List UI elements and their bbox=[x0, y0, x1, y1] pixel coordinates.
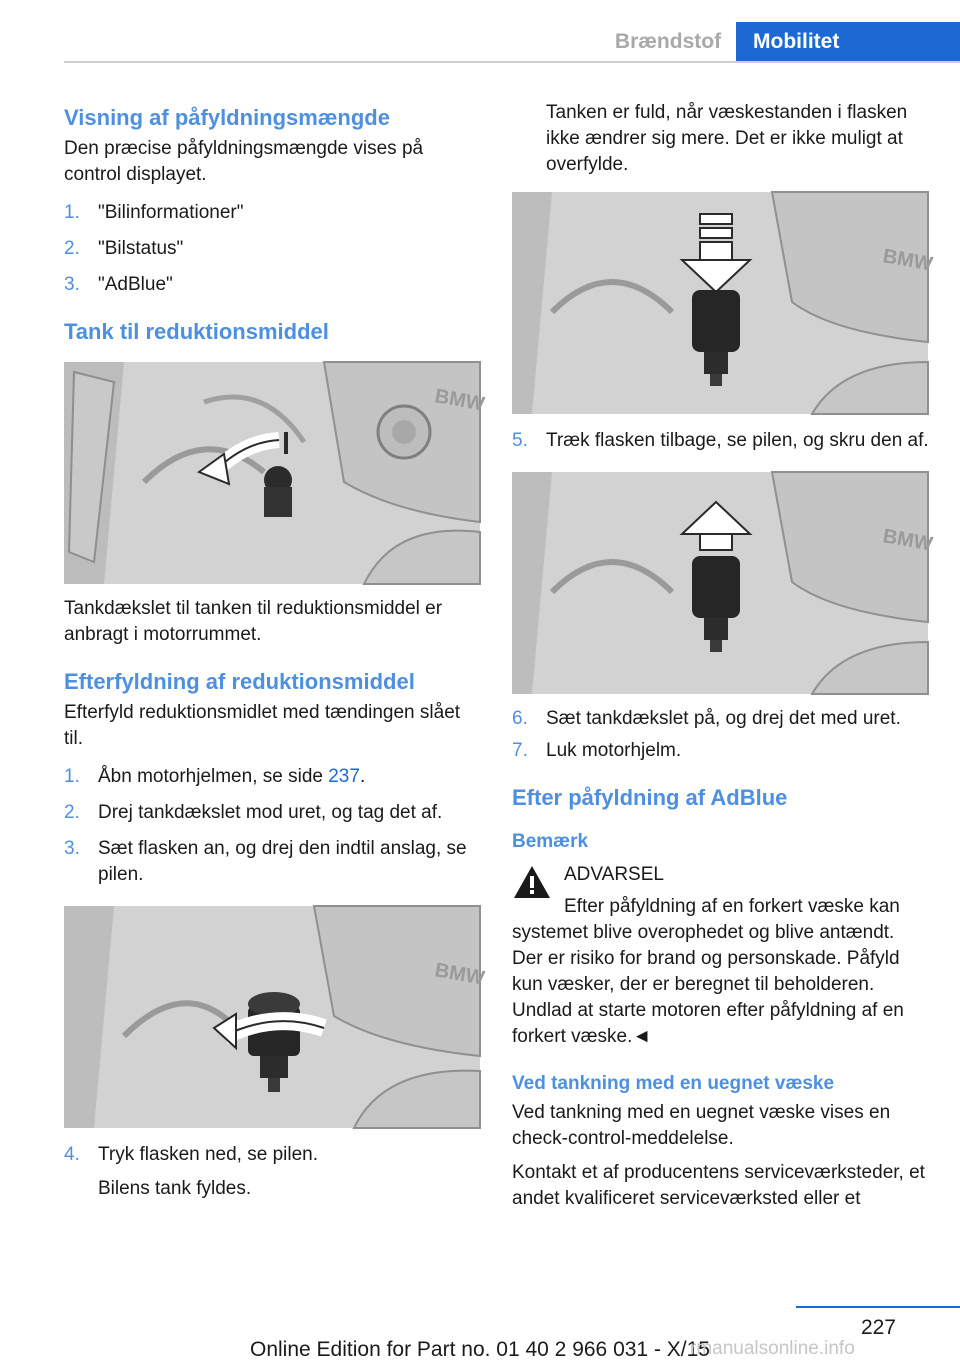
warning-block bbox=[512, 862, 930, 1050]
page-number: 227 bbox=[860, 1316, 896, 1339]
list-item bbox=[64, 800, 482, 826]
paragraph-ved-2: Kontakt et af producentens serviceværksteder, et andet kvalificeret serviceværksted eller et bbox=[512, 1162, 925, 1209]
list-text: Sæt flasken an, og drej den indtil anslag, se pilen. bbox=[98, 838, 467, 885]
press-step-list bbox=[64, 1142, 482, 1168]
warning-title: ADVARSEL bbox=[564, 864, 664, 885]
paragraph-visning: Den præcise påfyldningsmængde vises på control displayet. bbox=[64, 138, 424, 185]
list-number: 3. bbox=[64, 274, 80, 295]
engine-bay-image-push-down bbox=[512, 192, 935, 414]
finish-steps-list bbox=[512, 706, 930, 764]
heading-visning: Visning af påfyldningsmængde bbox=[64, 105, 390, 130]
heading-efterfyld: Efterfyldning af reduktionsmiddel bbox=[64, 669, 415, 694]
bmw-logo-text: BMW bbox=[881, 525, 935, 556]
list-number: 3. bbox=[64, 838, 80, 859]
bmw-logo-text: BMW bbox=[881, 245, 935, 276]
paragraph-efterfyld: Efterfyld reduktionsmidlet med tændingen slået til. bbox=[64, 702, 461, 749]
warning-triangle-icon bbox=[512, 864, 552, 905]
list-number: 2. bbox=[64, 238, 80, 259]
tab-mobilitet[interactable]: Mobilitet bbox=[736, 22, 960, 62]
paragraph-full: Tanken er fuld, når væskestanden i flasken ikke ændrer sig mere. Det er ikke muligt at overfylde. bbox=[546, 102, 908, 175]
list-text: Træk flasken tilbage, se pilen, og skru den af. bbox=[546, 430, 929, 451]
list-text: Sæt tankdækslet på, og drej det med uret. bbox=[546, 708, 901, 729]
menu-steps-list bbox=[64, 200, 482, 298]
list-item bbox=[64, 1142, 482, 1168]
list-number: 6. bbox=[512, 708, 528, 729]
list-number: 1. bbox=[64, 202, 80, 223]
engine-bay-image-pull-up bbox=[512, 472, 935, 694]
list-item bbox=[64, 200, 482, 226]
step-text: Åbn motorhjelmen, se side bbox=[98, 766, 329, 787]
list-number: 1. bbox=[64, 766, 80, 787]
heading-ved-tankning: Ved tankning med en uegnet væske bbox=[512, 1073, 835, 1094]
bmw-logo-text: BMW bbox=[433, 385, 487, 416]
list-text: "Bilstatus" bbox=[98, 238, 184, 259]
bmw-logo-text: BMW bbox=[433, 959, 487, 990]
caption-tank: Tankdækslet til tanken til reduktionsmiddel er anbragt i motorrummet. bbox=[64, 598, 443, 645]
edition-text: Online Edition for Part no. 01 40 2 966 031 - X/15 bbox=[250, 1338, 710, 1361]
header-rule bbox=[64, 61, 960, 63]
list-item bbox=[64, 764, 482, 790]
list-text bbox=[98, 764, 482, 790]
list-text: Drej tankdækslet mod uret, og tag det af. bbox=[98, 802, 443, 823]
pull-step-list bbox=[512, 428, 930, 454]
list-number: 5. bbox=[512, 430, 528, 451]
list-text: Tryk flasken ned, se pilen. bbox=[98, 1144, 319, 1165]
footer-rule bbox=[796, 1306, 960, 1308]
step4-subtext: Bilens tank fyldes. bbox=[98, 1178, 252, 1199]
fill-steps-list bbox=[64, 764, 482, 888]
heading-efter-adblue: Efter påfyldning af AdBlue bbox=[512, 785, 788, 810]
step-text-end: . bbox=[359, 766, 366, 787]
list-item bbox=[64, 836, 482, 888]
list-text: "AdBlue" bbox=[98, 274, 173, 295]
paragraph-ved-1: Ved tankning med en uegnet væske vises en check-control-meddelelse. bbox=[512, 1102, 891, 1149]
right-column bbox=[512, 100, 935, 1212]
list-item bbox=[512, 706, 930, 732]
warning-text: systemet blive overophedet og blive antændt. Der er risiko for brand og personskade. Påfyld kun væsker, der er beregnet til beholderen. Undlad at starte motoren efter påfyldning af en forkert væske.◄ bbox=[512, 922, 904, 1047]
list-item bbox=[64, 272, 482, 298]
list-number: 4. bbox=[64, 1144, 80, 1165]
watermark: rmanualsonline.info bbox=[690, 1338, 855, 1359]
list-item bbox=[512, 428, 930, 454]
engine-bay-image-tank-cap bbox=[64, 362, 487, 584]
tab-braendstof[interactable]: Brændstof bbox=[614, 30, 722, 53]
engine-bay-image-bottle-turn bbox=[64, 906, 487, 1128]
list-number: 7. bbox=[512, 740, 528, 761]
list-item bbox=[64, 236, 482, 262]
heading-bemaerk: Bemærk bbox=[512, 831, 589, 852]
warning-first-line: Efter påfyldning af en forkert væske kan bbox=[564, 896, 900, 917]
list-text: "Bilinformationer" bbox=[98, 202, 244, 223]
list-text: Luk motorhjelm. bbox=[546, 740, 682, 761]
left-column bbox=[64, 100, 487, 1202]
page-link-237[interactable]: 237 bbox=[328, 766, 360, 787]
list-number: 2. bbox=[64, 802, 80, 823]
list-item bbox=[512, 738, 930, 764]
heading-tank: Tank til reduktionsmiddel bbox=[64, 319, 329, 344]
